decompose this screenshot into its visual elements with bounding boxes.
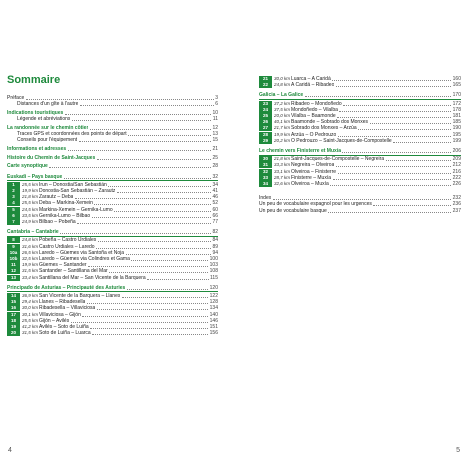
dot-leader [343, 101, 451, 106]
dot-leader [65, 110, 211, 115]
toc-entry-label: Informations et adresses [7, 145, 67, 152]
toc-entry-label: Santander – Santillana del Mar [39, 268, 108, 275]
stage-distance: 40,1 km [274, 119, 291, 125]
toc-page-number: 3 [215, 95, 218, 101]
stage-number-badge: 29 [259, 138, 272, 144]
toc-entry-label: Gijón – Avilés [39, 317, 70, 324]
toc-entry-label: Mondoñedo – Vilalba [291, 106, 338, 113]
dot-leader [96, 244, 211, 249]
toc-page-number: 108 [209, 268, 218, 275]
toc-entry-label: Sobrado dos Monxes – Arzúa [291, 125, 357, 132]
toc-entry [0, 110, 233, 116]
stage-number-badge: 2 [7, 188, 20, 194]
dot-leader [131, 256, 208, 261]
toc-entry-label: Index [259, 195, 272, 202]
dot-leader [328, 208, 451, 213]
toc-stage-row [233, 125, 466, 131]
toc-stage-row [233, 119, 466, 125]
stage-number-badge: 33 [259, 175, 272, 181]
toc-page-number: 206 [452, 148, 461, 154]
stage-distance: 19,9 km [274, 131, 291, 137]
stage-distance: 28,7 km [274, 174, 291, 180]
toc-entry-label: Légende et abréviations [17, 116, 71, 123]
stage-number-badge: 1 [7, 182, 20, 188]
toc-page-number: 84 [212, 237, 218, 244]
dot-leader [26, 95, 214, 100]
stage-number-badge: 6 [7, 213, 20, 219]
dot-leader [370, 119, 452, 124]
toc-stage-row [0, 182, 233, 188]
toc-stage-row [0, 275, 233, 281]
stage-number-badge: 3 [7, 194, 20, 200]
stage-number-badge: 34 [259, 181, 272, 187]
toc-page-number: 46 [212, 194, 218, 201]
toc-entry [233, 195, 466, 201]
toc-stage-row [0, 219, 233, 225]
toc-stage-row [233, 107, 466, 113]
stage-distance: 24,5 km [22, 206, 39, 212]
toc-stage-row [0, 213, 233, 219]
dot-leader [97, 155, 211, 160]
stage-distance: 41,2 km [22, 323, 39, 329]
toc-entry-label: Préface [7, 95, 25, 101]
dot-leader [108, 182, 211, 187]
toc-stage-row [233, 162, 466, 168]
toc-entry-label: Traces GPS et coordonnées des points de départ [17, 131, 127, 137]
stage-number-badge: 13 [7, 275, 20, 281]
stage-number-badge: 28 [259, 132, 272, 138]
toc-page-number: 115 [210, 274, 218, 281]
dot-leader [373, 201, 451, 206]
toc-page-number: 13 [212, 131, 218, 137]
toc-stage-row [0, 207, 233, 213]
stage-distance: 33,1 km [274, 168, 291, 174]
toc-entry-label: Le chemin vers Finisterre et Muxía [259, 148, 341, 154]
stage-number-badge: 26 [259, 119, 272, 125]
dot-leader [64, 174, 211, 179]
toc-page-number: 172 [452, 100, 461, 107]
toc-entry-label: Güemes – Santander [39, 262, 87, 269]
toc-entry-label: San Vicente de la Barquera – Llanes [39, 292, 121, 299]
stage-distance: 33,5 km [22, 212, 39, 218]
toc-section-heading [0, 285, 233, 291]
toc-entry [0, 131, 233, 137]
toc-page-number: 160 [452, 76, 461, 82]
toc-stage-row [0, 200, 233, 206]
dot-leader [127, 285, 208, 290]
toc-stage-row [0, 237, 233, 243]
toc-entry-label: Llanes – Ribadesella [39, 299, 86, 306]
toc-entry-label: Luarca – A Caridá [291, 76, 331, 82]
stage-distance: 26,5 km [22, 249, 39, 255]
toc-stage-row [0, 188, 233, 194]
page-number-right: 5 [456, 447, 460, 454]
stage-distance: 25,5 km [22, 200, 39, 206]
stage-distance: 24,8 km [274, 82, 291, 88]
toc-page-number: 156 [209, 330, 218, 337]
dot-leader [114, 207, 211, 212]
dot-leader [342, 148, 451, 153]
stage-number-badge: 19 [7, 324, 20, 330]
toc-entry-label: Donostia-San Sebastián – Zarautz [39, 187, 116, 194]
toc-page-number: 32 [212, 173, 218, 180]
toc-page-number: 34 [212, 181, 218, 188]
stage-number-badge: 22 [259, 82, 272, 88]
stage-number-badge: 5 [7, 207, 20, 213]
stage-distance: 24,8 km [22, 237, 39, 243]
toc-page-number: 120 [209, 284, 218, 291]
dot-leader [128, 131, 211, 136]
stage-distance: 32,5 km [22, 255, 39, 261]
toc-stage-row [233, 82, 466, 88]
dot-leader [82, 312, 208, 317]
toc-entry-label: Ribadeo – Mondoñedo [291, 100, 342, 107]
toc-entry-label: Negreira – Olveiroa [291, 162, 335, 169]
toc-stage-row [233, 138, 466, 144]
toc-page-number: 165 [452, 82, 461, 89]
stage-distance: 30,0 km [274, 76, 291, 81]
dot-leader [98, 237, 211, 242]
toc-entry-label: Avilés – Soto de Luiña [39, 323, 89, 330]
toc-page-number: 15 [212, 137, 218, 144]
dot-leader [338, 132, 451, 137]
dot-leader [68, 146, 211, 151]
toc-stage-row [0, 305, 233, 311]
dot-leader [147, 275, 208, 280]
toc-entry [0, 116, 233, 122]
stage-distance: 20,0 km [274, 113, 291, 118]
stage-distance: 21,8 km [22, 194, 39, 200]
dot-leader [49, 163, 211, 168]
toc-page-number: 170 [452, 92, 461, 99]
stage-number-badge: 12 [7, 268, 20, 274]
stage-number-badge: 9 [7, 244, 20, 250]
toc-stage-row [233, 113, 466, 119]
stage-distance: 33,4 km [22, 274, 39, 280]
toc-page-number: 146 [209, 317, 218, 324]
stage-distance: 31,6 km [22, 243, 39, 249]
toc-entry-label: Distances d'un gîte à l'autre [17, 101, 79, 108]
toc-page-number: 25 [212, 154, 218, 161]
toc-page-number: 209 [452, 156, 461, 163]
toc-entry-label: Ribadesella – Villaviciosa [39, 305, 96, 312]
dot-leader [94, 200, 211, 205]
toc-page-number: 140 [209, 311, 218, 318]
stage-number-badge: 20 [7, 330, 20, 336]
toc-page-number: 41 [212, 187, 218, 194]
toc-page-number: 128 [209, 299, 218, 306]
toc-page-number: 6 [215, 101, 218, 108]
stage-number-badge: 10a [7, 250, 20, 256]
toc-stage-row [0, 244, 233, 250]
toc-section-heading [0, 229, 233, 235]
stage-number-badge: 17 [7, 312, 20, 318]
toc-entry [233, 201, 466, 207]
toc-entry-label: Conseils pour l'équipement [17, 137, 78, 144]
toc-page-number: 199 [452, 137, 461, 144]
stage-distance: 24,9 km [22, 218, 39, 224]
toc-page-number: 222 [452, 174, 461, 181]
stage-distance: 30,0 km [22, 305, 39, 311]
stage-number-badge: 7 [7, 219, 20, 225]
stage-distance: 37,2 km [274, 100, 291, 106]
stage-number-badge: 23 [259, 101, 272, 107]
stage-distance: 30,1 km [22, 311, 39, 317]
toc-page-number: 66 [212, 212, 218, 219]
toc-entry-label: Markina-Xemein – Gernika-Lumo [39, 206, 113, 213]
dot-leader [332, 76, 451, 81]
stage-distance: 25,5 km [22, 181, 39, 187]
stage-number-badge: 11 [7, 262, 20, 268]
dot-leader [386, 156, 452, 161]
dot-leader [97, 305, 208, 310]
toc-page-number: 216 [452, 168, 461, 175]
dot-leader [90, 324, 208, 329]
toc-page-number: 12 [212, 124, 218, 131]
dot-leader [109, 268, 208, 273]
right-page [233, 0, 466, 466]
toc-page-number: 134 [209, 305, 218, 312]
dot-leader [330, 181, 451, 186]
page-title: Sommaire [7, 74, 61, 86]
toc-entry-label: O Pedrouzo – Saint-Jacques-de-Compostelle [291, 137, 392, 144]
toc-stage-row [233, 175, 466, 181]
stage-distance: 36,9 km [22, 292, 39, 298]
toc-stage-row [0, 330, 233, 336]
toc-entry-label: Olveiroa – Muxía [291, 181, 329, 187]
toc-stage-row [233, 101, 466, 107]
toc-entry [0, 155, 233, 161]
dot-leader [333, 175, 452, 180]
dot-leader [79, 137, 211, 142]
dot-leader [117, 188, 211, 193]
toc-page-number: 181 [452, 113, 461, 119]
toc-entry-label: Vilalba – Baamonde [291, 113, 336, 119]
toc-stage-row [233, 76, 466, 82]
stage-distance: 32,6 km [274, 181, 291, 186]
toc-entry-label: A Caridá – Ribadeo [291, 82, 335, 89]
toc-entry [0, 101, 233, 107]
stage-distance: 33,3 km [274, 162, 291, 168]
toc-entry [0, 95, 233, 101]
toc-page-number: 82 [212, 229, 218, 236]
toc-stage-row [0, 293, 233, 299]
stage-number-badge: 10b [7, 256, 20, 262]
dot-leader [122, 293, 208, 298]
dot-leader [77, 219, 211, 224]
stage-distance: 19,9 km [22, 187, 39, 193]
toc-entry-label: Olveiroa – Finisterre [291, 168, 337, 175]
stage-distance: 21,8 km [274, 156, 291, 162]
toc-stage-row [233, 156, 466, 162]
toc-entry-label: Baamonde – Sobrado dos Monxes [291, 119, 368, 126]
toc-section-heading [0, 174, 233, 180]
toc-entry-label: Principado de Asturias – Principauté des Asturies [7, 284, 126, 291]
stage-distance: 31,5 km [22, 330, 39, 336]
stage-number-badge: 21 [259, 76, 272, 82]
stage-number-badge: 8 [7, 237, 20, 243]
toc-entry-label: Deba – Markina-Xemein [39, 200, 93, 207]
toc-entry-label: Indications touristiques [7, 109, 64, 116]
toc-stage-row [0, 268, 233, 274]
toc-entry-label: Carte synoptique [7, 163, 48, 170]
toc-page-number: 21 [212, 145, 218, 152]
toc-page-number: 122 [209, 292, 218, 299]
toc-page-number: 52 [212, 200, 218, 207]
toc-entry-label: Laredo – Güemes via Colindres et Gama [39, 255, 130, 262]
toc-entry-label: Soto de Luiña – Luarca [39, 330, 91, 337]
dot-leader [358, 125, 451, 130]
toc-page-number: 103 [209, 262, 218, 269]
toc-stage-row [0, 250, 233, 256]
dot-leader [336, 162, 451, 167]
toc-entry [0, 137, 233, 143]
dot-leader [92, 213, 211, 218]
toc-stage-row [233, 181, 466, 187]
toc-entry-label: Euskadi – Pays basque [7, 173, 63, 180]
stage-distance: 37,5 km [274, 106, 291, 112]
toc-entry-label: Un peu de vocabulaire espagnol pour les urgences [259, 201, 372, 208]
toc-entry-label: Zarautz – Deba [39, 194, 74, 201]
toc-page-number: 77 [212, 218, 218, 225]
toc-entry-label: Pobeña – Castro Urdiales [39, 237, 97, 244]
toc-entry-label: Histoire du Chemin de Saint-Jacques [7, 154, 96, 161]
toc-page-number: 94 [212, 249, 218, 256]
toc-entry-label: Irun – Donostia/San Sebastián [39, 181, 107, 188]
toc-entry [0, 146, 233, 152]
dot-leader [75, 194, 211, 199]
stage-number-badge: 25 [259, 113, 272, 119]
toc-page-number: 28 [212, 163, 218, 170]
dot-leader [273, 195, 451, 200]
stage-distance: 19,9 km [22, 262, 39, 268]
toc-entry-label: Cantabria – Cantabrie [7, 229, 59, 236]
stage-distance: 20,2 km [274, 137, 291, 143]
toc-stage-row [0, 262, 233, 268]
toc-page-number: 60 [212, 206, 218, 213]
stage-distance: 31,5 km [22, 268, 39, 274]
toc-page-number: 212 [452, 162, 461, 169]
stage-distance: 29,4 km [22, 299, 39, 305]
stage-distance: 21,7 km [274, 125, 291, 131]
stage-number-badge: 32 [259, 169, 272, 175]
toc-entry-label: La randonnée sur le chemin côtier [7, 124, 89, 131]
toc-page-number: 178 [452, 106, 461, 113]
stage-number-badge: 31 [259, 162, 272, 168]
stage-number-badge: 4 [7, 200, 20, 206]
dot-leader [80, 101, 214, 106]
dot-leader [337, 113, 451, 118]
toc-entry-label: Un peu de vocabulaire basque [259, 207, 327, 214]
dot-leader [339, 107, 451, 112]
toc-entry [0, 125, 233, 131]
dot-leader [305, 92, 451, 97]
toc-stage-row [0, 312, 233, 318]
toc-stage-row [0, 299, 233, 305]
toc-page-number: 232 [452, 195, 461, 202]
stage-number-badge: 15 [7, 299, 20, 305]
toc-page-number: 236 [452, 201, 461, 208]
stage-distance: 25,5 km [22, 317, 39, 323]
toc-stage-row [0, 324, 233, 330]
stage-number-badge: 24 [259, 107, 272, 113]
dot-leader [338, 169, 452, 174]
toc-page-number: 151 [209, 323, 218, 330]
toc-entry-label: Laredo – Güemes via Santoña et Noja [39, 249, 125, 256]
stage-number-badge: 18 [7, 318, 20, 324]
toc-stage-row [0, 256, 233, 262]
dot-leader [92, 330, 208, 335]
toc-entry [0, 163, 233, 169]
toc-page-number: 11 [212, 116, 218, 123]
dot-leader [90, 125, 211, 130]
toc-entry-label: Santillana del Mar – San Vicente de la Barquera [39, 274, 146, 281]
toc-entry-label: Villaviciosa – Gijón [39, 311, 81, 318]
toc-stage-row [233, 132, 466, 138]
toc-entry-label: Bilbao – Pobeña [39, 218, 76, 225]
dot-leader [87, 299, 208, 304]
toc-page-number: 89 [212, 243, 218, 250]
dot-leader [336, 82, 451, 87]
dot-leader [126, 250, 211, 255]
dot-leader [72, 116, 211, 121]
toc-page-number: 190 [452, 125, 461, 132]
toc-stage-row [0, 318, 233, 324]
toc-section-heading [233, 92, 466, 98]
dot-leader [88, 262, 208, 267]
page-number-left: 4 [8, 447, 12, 454]
toc-entry-label: Arzúa – O Pedrouzo [291, 131, 337, 138]
toc-section-heading [233, 148, 466, 154]
stage-number-badge: 27 [259, 125, 272, 131]
toc-entry-label: Castro Urdiales – Laredo [39, 243, 95, 250]
stage-number-badge: 16 [7, 305, 20, 311]
dot-leader [60, 229, 211, 234]
toc-entry [233, 208, 466, 214]
toc-page-number: 226 [452, 181, 461, 187]
toc-entry-label: Galicia – La Galice [259, 92, 304, 99]
toc-page-number: 100 [209, 255, 218, 262]
toc-entry-label: Gernika-Lumo – Bilbao [39, 212, 91, 219]
stage-number-badge: 14 [7, 293, 20, 299]
toc-page-number: 185 [452, 119, 461, 126]
toc-page-number: 237 [452, 207, 461, 214]
toc-entry-label: Saint-Jacques-de-Compostelle – Negreira [291, 156, 385, 163]
dot-leader [393, 138, 451, 143]
toc-stage-row [0, 194, 233, 200]
stage-number-badge: 30 [259, 156, 272, 162]
toc-page-number: 195 [452, 131, 461, 138]
toc-page-number: 10 [212, 109, 218, 116]
toc-stage-row [233, 169, 466, 175]
toc-entry-label: Finisterre – Muxía [291, 174, 332, 181]
dot-leader [71, 318, 208, 323]
